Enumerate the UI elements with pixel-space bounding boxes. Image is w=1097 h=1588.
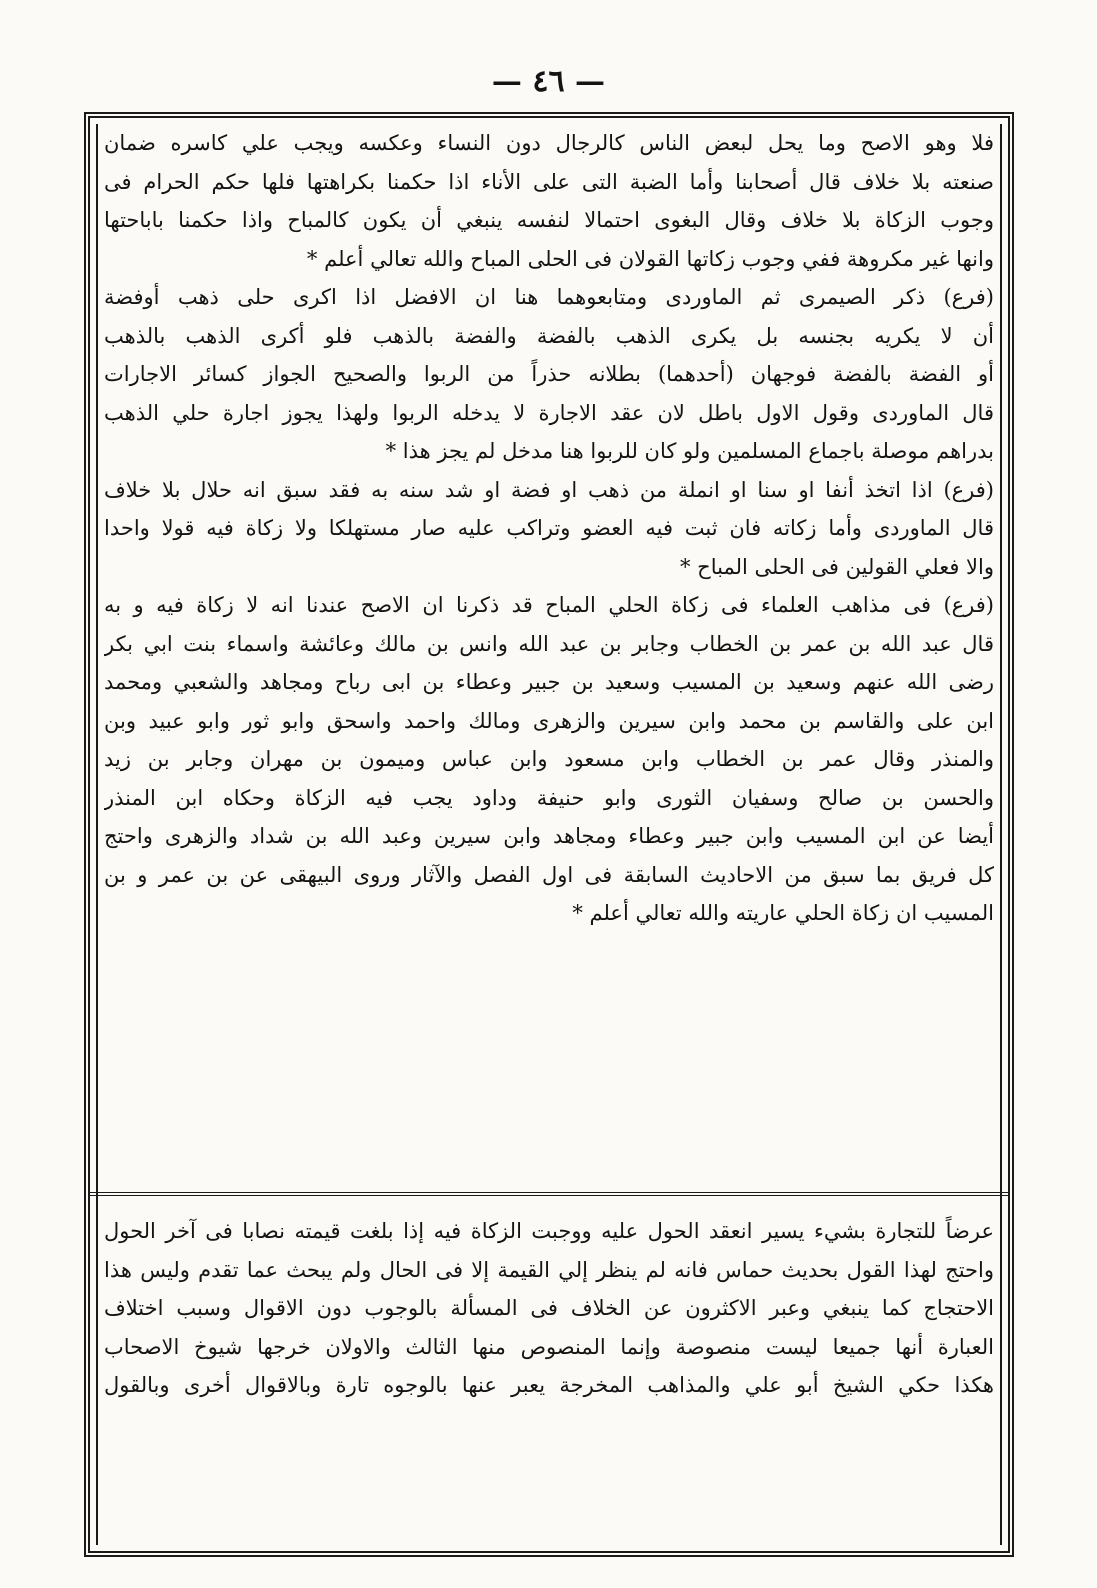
footnote-line: هكذا حكي الشيخ أبو علي والمذاهب المخرجة يعبر عنها بالوجوه تارة وبالاقوال أخرى وبالقول	[104, 1373, 994, 1397]
text-line: فلا وهو الاصح وما يحل لبعض الناس كالرجال دون النساء وعكسه ويجب علي كاسره ضمان	[104, 131, 994, 155]
text-line: صنعته بلا خلاف قال أصحابنا وأما الضبة التى على الأناء اذا حكمنا بكراهتها فلها حكم الحرام فى	[104, 169, 994, 194]
text-line: وجوب الزكاة بلا خلاف وقال البغوى احتمالا لنفسه ينبغي أن يكون كالمباح واذا حكمنا باباحتها	[104, 208, 994, 232]
footnote-line: الاحتجاج كما ينبغي وعبر الاكثرون عن الخلاف فى المسألة بالوجوب دون الاقوال وسبب اختلاف	[104, 1296, 994, 1320]
text-line: (فرع) اذا اتخذ أنفا او سنا او انملة من ذهب او فضة او شد سنه به فقد سبق انه حلال بلا خلاف	[104, 477, 994, 502]
footnote-divider	[90, 1192, 1008, 1196]
text-line: أو الفضة بالفضة فوجهان (أحدهما) بطلانه حذراً من الربوا والصحيح الجواز كسائر الاجارات	[104, 362, 994, 386]
text-line: قال الماوردى وقول الاول باطل لان عقد الاجارة لا يدخله الربوا ولهذا يجوز اجارة حلي الذهب	[104, 400, 994, 425]
text-line: أيضا عن ابن المسيب وابن جبير وعطاء ومجاهد وابن سيرين وعبد الله بن شداد والزهرى واحتج	[104, 824, 994, 848]
text-line: والحسن بن صالح وسفيان الثورى وابو حنيفة وداود يجب فيه الزكاة وحكاه ابن المنذر	[104, 785, 994, 810]
footnote-text-body	[104, 1212, 994, 1405]
text-line: (فرع) ذكر الصيمرى ثم الماوردى ومتابعوهما هنا ان الافضل اذا اكرى حلى ذهب أوفضة	[104, 285, 994, 309]
text-line: رضى الله عنهم وسعيد بن المسيب وسعيد بن جبير وعطاء بن ابى رباح ومجاهد والشعبي ومحمد	[104, 670, 994, 694]
text-line: (فرع) فى مذاهب العلماء فى زكاة الحلي المباح قد ذكرنا ان الاصح عندنا انه لا زكاة فيه و به	[104, 593, 994, 617]
text-line: ابن على والقاسم بن محمد وابن سيرين والزهرى ومالك واحمد واسحق وابو ثور وابو عبيد وبن	[104, 708, 994, 733]
text-line: أن لا يكريه بجنسه بل يكرى الذهب بالفضة والفضة بالذهب فلو أكرى الذهب بالذهب	[104, 323, 994, 348]
text-line: قال عبد الله بن عمر بن الخطاب وجابر بن عبد الله وانس بن مالك وعائشة واسماء بنت ابي بكر	[104, 631, 994, 656]
text-line: والا فعلي القولين فى الحلى المباح *	[679, 554, 994, 579]
text-line: والمنذر وقال عمر بن الخطاب وابن مسعود وابن عباس وميمون بن مهران وجابر بن زيد	[104, 747, 994, 771]
text-line: المسيب ان زكاة الحلي عاريته والله تعالي أعلم *	[572, 901, 994, 925]
main-text-body	[104, 124, 994, 933]
page-number: — ٤٦ —	[491, 64, 606, 99]
text-line: كل فريق بما سبق من الاحاديث السابقة فى اول الفصل والآثار وروى البيهقى عن بن عمر و بن	[104, 862, 994, 887]
footnote-line: واحتج لهذا القول بحديث حماس فانه لم ينظر إلي القيمة إلا فى الحال ولم يبحث عما تقدم وليس هذا	[104, 1257, 994, 1282]
text-line: بدراهم موصلة باجماع المسلمين ولو كان للربوا هنا مدخل لم يجز هذا *	[385, 439, 994, 463]
footnote-line: عرضاً للتجارة بشيء يسير انعقد الحول عليه ووجبت الزكاة فيه إذا بلغت قيمته نصابا فى آخر الحول	[104, 1219, 994, 1243]
text-line: قال الماوردى وأما زكاته فان ثبت فيه العضو وتراكب عليه صار مستهلكا ولا زكاة فيه قولا واحدا	[104, 516, 994, 540]
text-line: وانها غير مكروهة ففي وجوب زكاتها القولان فى الحلى المباح والله تعالي أعلم *	[306, 246, 994, 271]
footnote-line: العبارة أنها جميعا ليست منصوصة وإنما المنصوص منها الثالث والاولان خرجها شيوخ الاصحاب	[104, 1334, 994, 1359]
